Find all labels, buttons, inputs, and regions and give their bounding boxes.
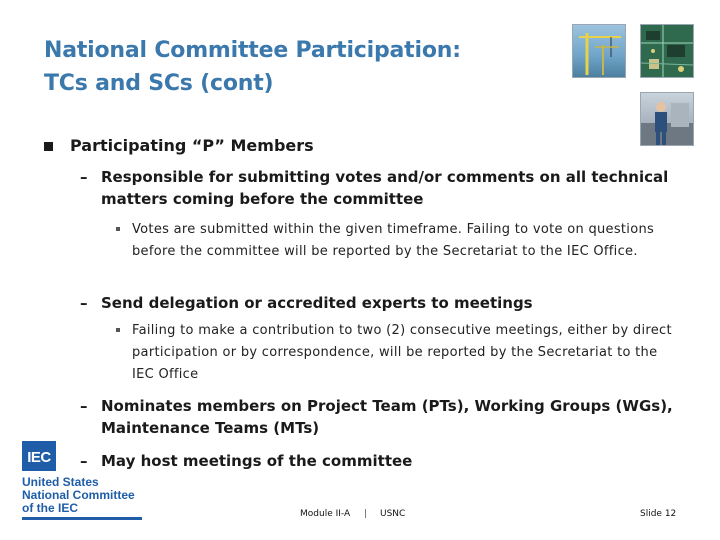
sub-bullet-contribution <box>116 320 676 386</box>
title-line-1: National Committee Participation: <box>44 38 461 63</box>
bullet-text: May host meetings of the committee <box>101 452 413 470</box>
dash-bullet-icon: – <box>80 168 88 186</box>
svg-text:United States: United States <box>22 475 99 489</box>
square-bullet-icon <box>44 142 53 151</box>
bullet-text: Nominates members on Project Team (PTs), Working Groups (WGs), Maintenance Teams (MTs) <box>101 397 673 437</box>
svg-text:of the IEC: of the IEC <box>22 501 78 515</box>
svg-text:National Committee: National Committee <box>22 488 135 502</box>
slide-title <box>44 34 564 100</box>
bullet-nominates-members <box>80 395 680 439</box>
bullet-send-delegation <box>80 292 680 314</box>
usnc-iec-logo <box>22 441 152 523</box>
sub-bullet-text: Votes are submitted within the given timeframe. Failing to vote on questions before the committee will be reported by the Secretariat to the IEC Office. <box>132 222 655 259</box>
bullet-text: Responsible for submitting votes and/or comments on all technical matters coming before the committee <box>101 168 669 208</box>
dash-bullet-icon: – <box>80 397 88 415</box>
small-square-bullet-icon <box>116 328 120 332</box>
footer-module: Module II-A <box>300 509 351 519</box>
title-line-2: TCs and SCs (cont) <box>44 71 274 96</box>
slide-number: Slide 12 <box>640 509 677 519</box>
dash-bullet-icon: – <box>80 294 88 312</box>
construction-crane-icon <box>572 24 626 78</box>
footer-separator: | <box>364 509 368 519</box>
sub-bullet-votes-timeframe <box>116 219 676 263</box>
circuit-board-icon <box>640 24 694 78</box>
bullet-heading: Participating “P” Members <box>70 136 314 155</box>
engineer-at-machine-icon <box>640 92 694 146</box>
bullet-responsible-votes <box>80 166 680 210</box>
small-square-bullet-icon <box>116 227 120 231</box>
dash-bullet-icon: – <box>80 452 88 470</box>
footer-org: USNC <box>380 509 406 519</box>
sub-bullet-text: Failing to make a contribution to two (2) consecutive meetings, either by direct participation or by correspondence, will be reported by the Secretariat to the IEC Office <box>132 323 672 382</box>
bullet-host-meetings <box>80 450 680 472</box>
bullet-text: Send delegation or accredited experts to meetings <box>101 294 533 312</box>
svg-text:IEC: IEC <box>27 449 51 466</box>
